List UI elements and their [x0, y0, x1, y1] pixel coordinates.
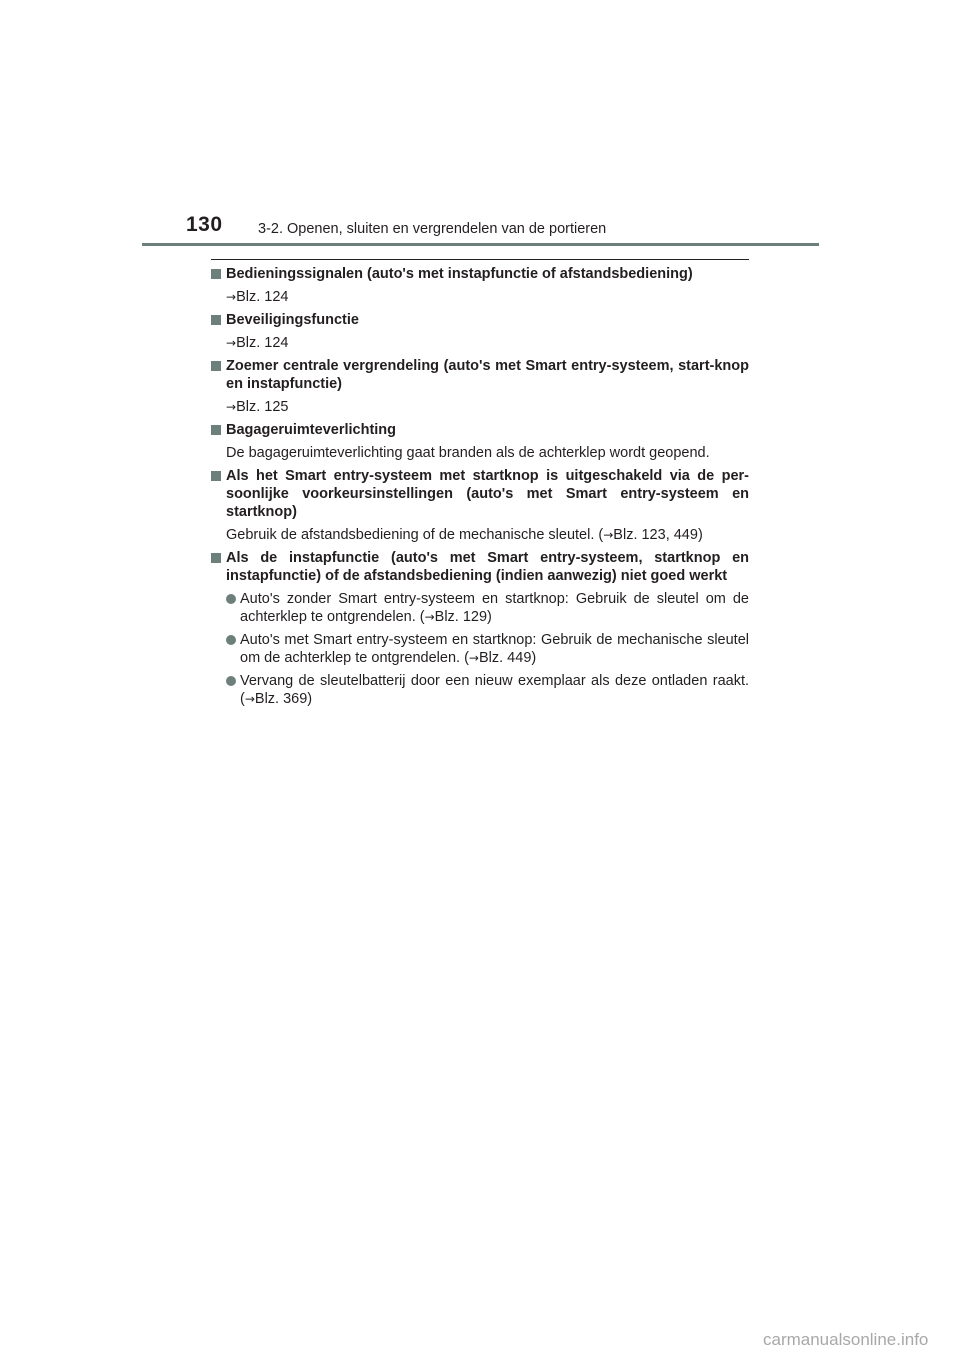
- arrow-icon: →: [468, 651, 479, 665]
- item-heading: Bedieningssignalen (auto's met instapfunctie of afstandsbediening): [226, 266, 693, 282]
- section-title: 3-2. Openen, sluiten en vergrendelen van de portieren: [258, 221, 607, 237]
- item-reference[interactable]: [226, 398, 749, 416]
- square-bullet-icon: [211, 269, 221, 279]
- reference-text: Blz. 125: [236, 399, 289, 415]
- item-security-function: [211, 311, 749, 352]
- square-bullet-icon: [211, 471, 221, 481]
- arrow-icon: →: [226, 336, 237, 350]
- reference-text: Blz. 124: [236, 289, 289, 305]
- reference-text[interactable]: Blz. 449): [478, 650, 537, 666]
- reference-text[interactable]: Blz. 129): [434, 609, 492, 625]
- square-bullet-icon: [211, 315, 221, 325]
- item-heading: Zoemer centrale vergrendeling (auto's met Smart entry-systeem, start-knop en instapfunctie): [226, 358, 749, 392]
- content: [211, 265, 749, 713]
- item-operation-signals: [211, 265, 749, 306]
- arrow-icon: →: [603, 528, 614, 542]
- item-reference[interactable]: [226, 288, 749, 306]
- item-smart-entry-disabled: [211, 467, 749, 544]
- square-bullet-icon: [211, 425, 221, 435]
- watermark: carmanualsonline.info: [763, 1330, 929, 1349]
- item-body: Gebruik de afstandsbediening of de mechanische sleutel. (→Blz. 123, 449): [226, 527, 703, 543]
- reference-text: Blz. 124: [236, 335, 289, 351]
- page-number: 130: [186, 213, 223, 236]
- item-heading: Beveiligingsfunctie: [226, 312, 359, 328]
- item-luggage-light: [211, 421, 749, 462]
- reference-text[interactable]: Blz. 123, 449): [613, 527, 703, 543]
- content-rule: [211, 259, 749, 260]
- item-body: De bagageruimteverlichting gaat branden als de achterklep wordt geopend.: [226, 445, 710, 461]
- bullet-item: Vervang de sleutelbatterij door een nieuw exemplaar als deze ontladen raakt. (→Blz. 369): [226, 672, 749, 708]
- circle-bullet-icon: [226, 635, 236, 645]
- item-heading: Als de instapfunctie (auto's met Smart entry-systeem, startknop en instapfunctie) of de afstandsbediening (indien aanwezig) niet goed werkt: [226, 550, 749, 584]
- circle-bullet-icon: [226, 594, 236, 604]
- page-header: [0, 0, 960, 250]
- arrow-icon: →: [226, 290, 237, 304]
- item-heading: Als het Smart entry-systeem met startknop is uitgeschakeld via de per-soonlijke voorkeursinstellingen (auto's met Smart entry-systeem en startknop): [226, 468, 749, 520]
- arrow-icon: →: [244, 692, 255, 706]
- item-reference[interactable]: [226, 334, 749, 352]
- reference-text[interactable]: Blz. 369): [254, 691, 313, 707]
- item-entry-not-working: [211, 549, 749, 708]
- arrow-icon: →: [226, 400, 237, 414]
- square-bullet-icon: [211, 361, 221, 371]
- arrow-icon: →: [424, 610, 435, 624]
- item-heading: Bagageruimteverlichting: [226, 422, 397, 438]
- square-bullet-icon: [211, 553, 221, 563]
- bullet-item: Auto's zonder Smart entry-systeem en startknop: Gebruik de sleutel om de achterklep te ontgrendelen. (→Blz. 129): [226, 590, 749, 626]
- circle-bullet-icon: [226, 676, 236, 686]
- header-rule: [142, 243, 819, 246]
- item-central-locking-buzzer: [211, 357, 749, 416]
- bullet-item: Auto's met Smart entry-systeem en startknop: Gebruik de mechanische sleutel om de achterklep te ontgrendelen. (→Blz. 449): [226, 631, 749, 667]
